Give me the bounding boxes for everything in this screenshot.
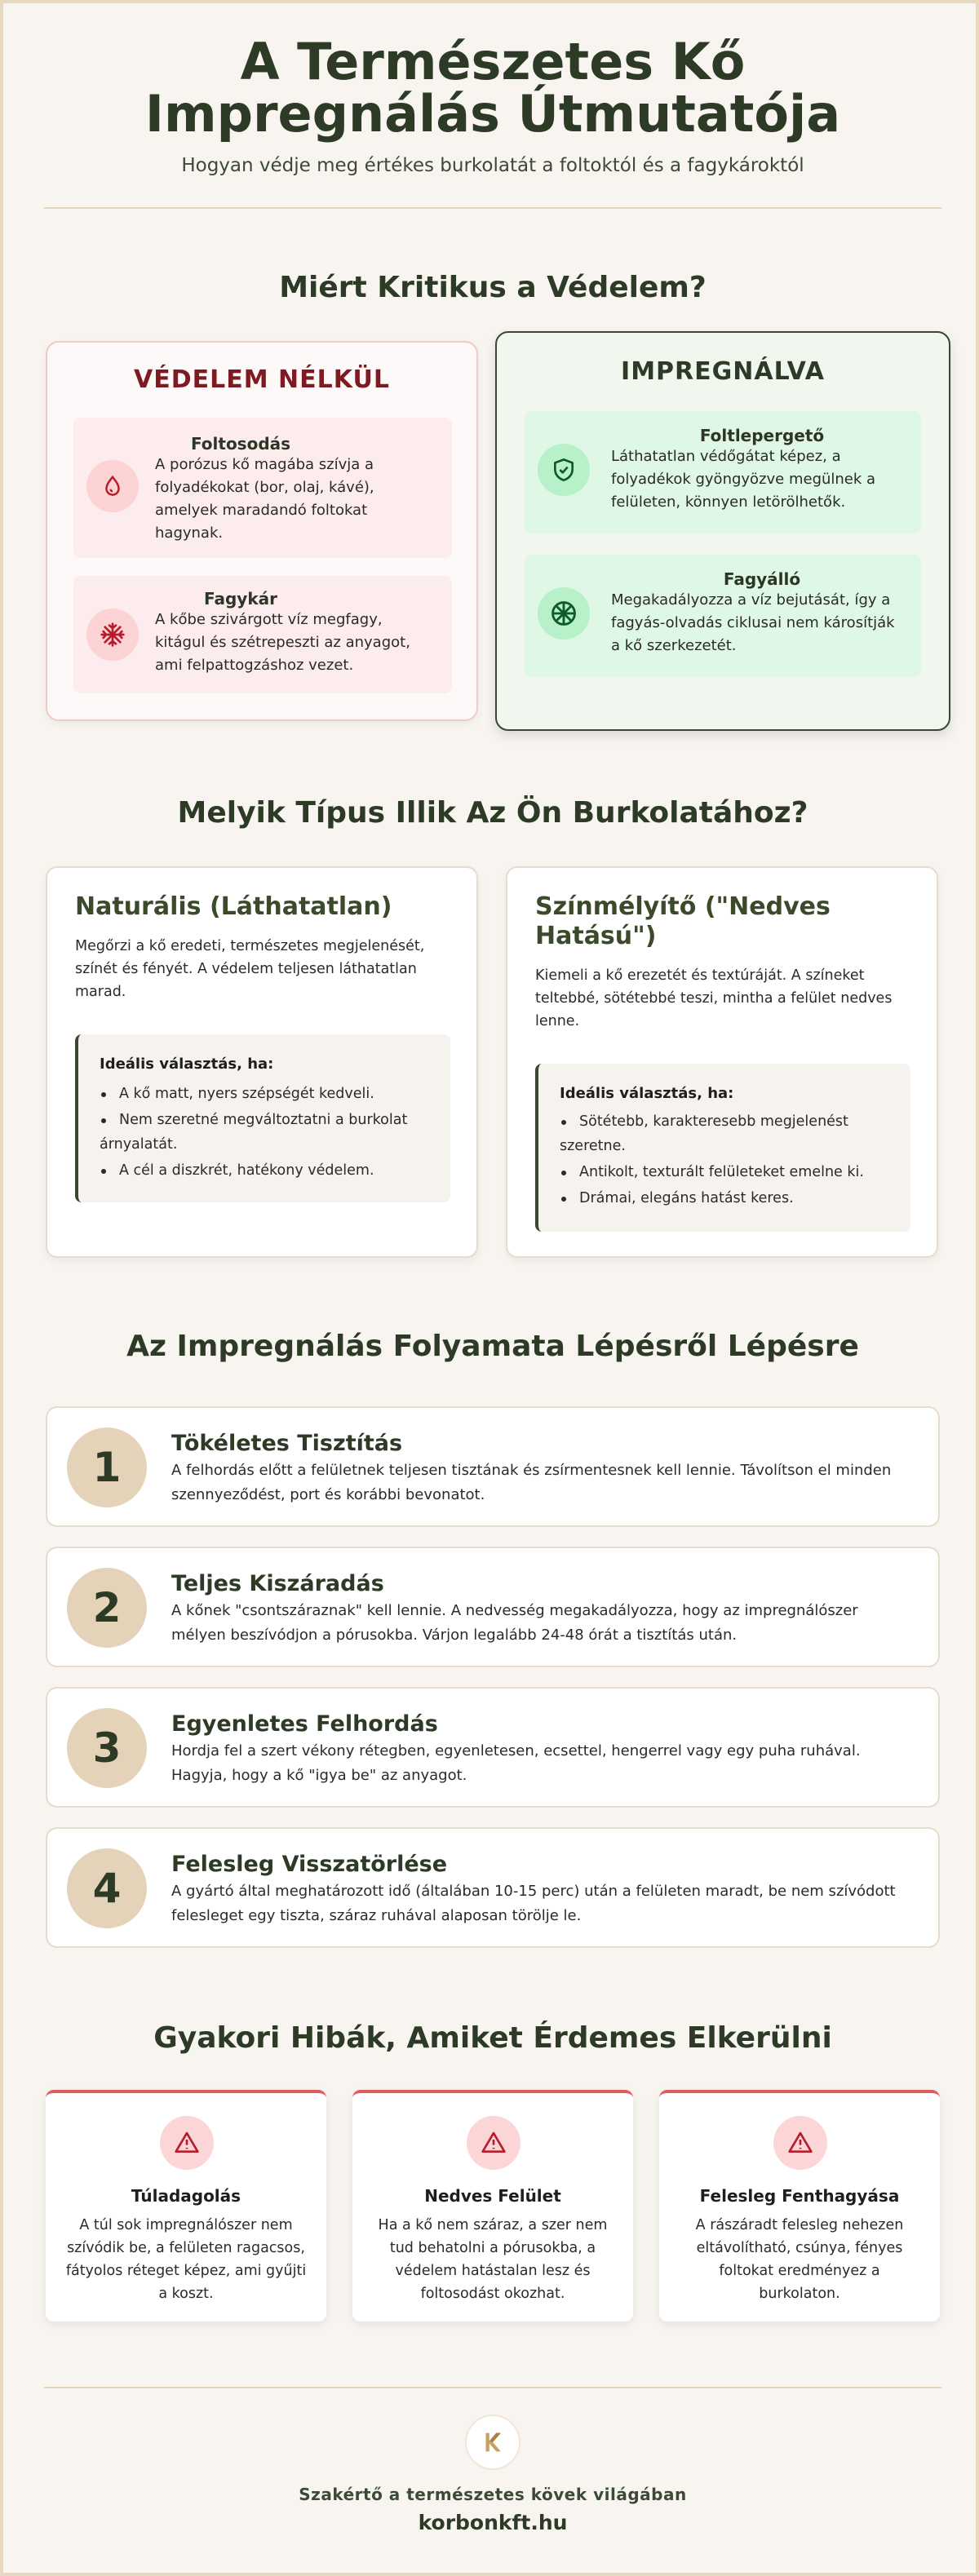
- step-card: [46, 1406, 940, 1527]
- korbon-logo-icon[interactable]: [465, 2414, 521, 2470]
- header-divider: [44, 207, 941, 209]
- frost-resistant-item: [525, 555, 921, 677]
- footer-divider: [44, 2387, 941, 2388]
- warning-icon: [467, 2116, 521, 2170]
- color-enhancer-type-card: [506, 866, 938, 1258]
- step-text: A felhordás előtt a felületnek teljesen tisztának és zsírmentesnek kell lennie. Távolítson el minden szennyeződést, port és korábbi bevonatot.: [171, 1462, 892, 1503]
- step-title: Tökéletes Tisztítás: [171, 1431, 403, 1456]
- color-enhancer-type-description: Kiemeli a kő erezetét és textúráját. A színeket teltebbé, sötétebbé teszi, mintha a felület nedves lenne.: [535, 967, 893, 1029]
- types-section-title: Melyik Típus Illik Az Ön Burkolatához?: [177, 796, 808, 830]
- mistake-card-leftover-excess: [659, 2090, 940, 2321]
- without-protection-heading: VÉDELEM NÉLKÜL: [134, 365, 390, 394]
- natural-ideal-title: Ideális választás, ha:: [100, 1056, 274, 1073]
- natural-type-description: Megőrzi a kő eredeti, természetes megjelenését, színét és fényét. A védelem teljesen láthatatlan marad.: [75, 938, 425, 1000]
- step-title: Teljes Kiszáradás: [171, 1571, 384, 1596]
- list-item: Nem szeretné megváltoztatni a burkolat árnyalatát.: [100, 1108, 442, 1157]
- impregnated-card: [495, 331, 950, 731]
- page-subtitle: Hogyan védje meg értékes burkolatát a foltoktól és a fagykároktól: [181, 155, 804, 176]
- natural-type-title: Naturális (Láthatatlan): [75, 892, 392, 921]
- step-card: [46, 1827, 940, 1948]
- step-card: [46, 1687, 940, 1808]
- mistake-text: A rászáradt felesleg nehezen eltávolítható, csúnya, fényes foltokat eredményez a burkolaton.: [695, 2217, 904, 2302]
- without-protection-card: [46, 341, 478, 721]
- why-section-title: Miért Kritikus a Védelem?: [279, 271, 707, 304]
- mistake-card-wet-surface: [352, 2090, 633, 2321]
- footer-site-link[interactable]: korbonkft.hu: [418, 2511, 568, 2534]
- color-enhancer-ideal-box: [535, 1064, 910, 1232]
- natural-type-card: [46, 866, 478, 1258]
- shield-check-icon: [538, 444, 590, 496]
- step-text: Hordja fel a szert vékony rétegben, egyenletesen, ecsettel, hengerrel vagy egy puha ruhával. Hagyja, hogy a kő "igya be" az anyagot.: [171, 1742, 861, 1784]
- stain-repellent-item: [525, 411, 921, 533]
- list-item: Antikolt, texturált felületeket emelne ki.: [560, 1160, 902, 1184]
- step-card: [46, 1547, 940, 1667]
- step-title: Egyenletes Felhordás: [171, 1711, 438, 1737]
- mistake-title: Nedves Felület: [424, 2186, 561, 2206]
- step-title: Felesleg Visszatörlése: [171, 1852, 448, 1877]
- mistake-text: A túl sok impregnálószer nem szívódik be, a felületen ragacsos, fátyolos réteget képez, ami gyűjti a koszt.: [65, 2217, 307, 2302]
- list-item: Sötétebb, karakteresebb megjelenést szeretne.: [560, 1109, 902, 1158]
- frost-resistant-title: Fagyálló: [723, 569, 801, 589]
- page-title: A Természetes Kő Impregnálás Útmutatója: [144, 32, 841, 144]
- snowflake-icon: [86, 609, 139, 661]
- step-number: 4: [67, 1848, 147, 1928]
- list-item: Drámai, elegáns hatást keres.: [560, 1186, 902, 1211]
- snowflake-circle-icon: [538, 587, 590, 640]
- step-text: A kőnek "csontszáraznak" kell lennie. A nedvesség megakadályozza, hogy az impregnálószer mélyen beszívódjon a pórusokba. Várjon legalább 24-48 órát a tisztítás után.: [171, 1602, 858, 1644]
- mistake-card-overdosing: [46, 2090, 326, 2321]
- drop-icon: [86, 460, 139, 512]
- frost-damage-item: [73, 576, 452, 693]
- mistake-title: Túladagolás: [131, 2186, 241, 2206]
- list-item: A kő matt, nyers szépségét kedveli.: [100, 1082, 442, 1106]
- color-enhancer-ideal-title: Ideális választás, ha:: [560, 1085, 734, 1102]
- frost-damage-text: A kőbe szivárgott víz megfagy, kitágul és szétrepeszti az anyagot, ami felpattogzáshoz vezet.: [155, 611, 410, 674]
- list-item: A cél a diszkrét, hatékony védelem.: [100, 1158, 442, 1183]
- impregnated-heading: IMPREGNÁLVA: [621, 357, 825, 386]
- mistake-text: Ha a kő nem száraz, a szer nem tud behatolni a pórusokba, a védelem hatástalan lesz és foltosodást okozhat.: [378, 2217, 608, 2302]
- step-text: A gyártó által meghatározott idő (általában 10-15 perc) után a felületen maradt, be nem szívódott felesleget egy tiszta, száraz ruhával alaposan törölje le.: [171, 1883, 896, 1924]
- mistake-title: Felesleg Fenthagyása: [699, 2186, 900, 2206]
- staining-title: Foltosodás: [190, 434, 291, 454]
- natural-ideal-box: [75, 1034, 450, 1202]
- step-number: 3: [67, 1708, 147, 1788]
- footer-tagline: Szakértő a természetes kövek világában: [299, 2485, 687, 2504]
- staining-text: A porózus kő magába szívja a folyadékokat (bor, olaj, kávé), amelyek maradandó foltokat hagynak.: [155, 456, 374, 542]
- stain-repellent-text: Láthatatlan védőgátat képez, a folyadékok gyöngyözve megülnek a felületen, könnyen letörölhetők.: [611, 448, 876, 511]
- color-enhancer-type-title: Színmélyítő ("Nedves Hatású"): [535, 892, 831, 950]
- staining-item: [73, 418, 452, 558]
- step-number: 1: [67, 1427, 147, 1507]
- warning-icon: [773, 2116, 827, 2170]
- warning-icon: [160, 2116, 214, 2170]
- process-section-title: Az Impregnálás Folyamata Lépésről Lépésre: [126, 1330, 859, 1363]
- color-enhancer-ideal-list: [560, 1109, 902, 1212]
- natural-ideal-list: [100, 1082, 442, 1184]
- mistakes-section-title: Gyakori Hibák, Amiket Érdemes Elkerülni: [153, 2021, 832, 2055]
- frost-resistant-text: Megakadályozza a víz bejutását, így a fagyás-olvadás ciklusai nem károsítják a kő szerkezetét.: [611, 591, 895, 654]
- step-number: 2: [67, 1568, 147, 1648]
- stain-repellent-title: Foltlepergető: [699, 426, 825, 445]
- frost-damage-title: Fagykár: [204, 589, 277, 609]
